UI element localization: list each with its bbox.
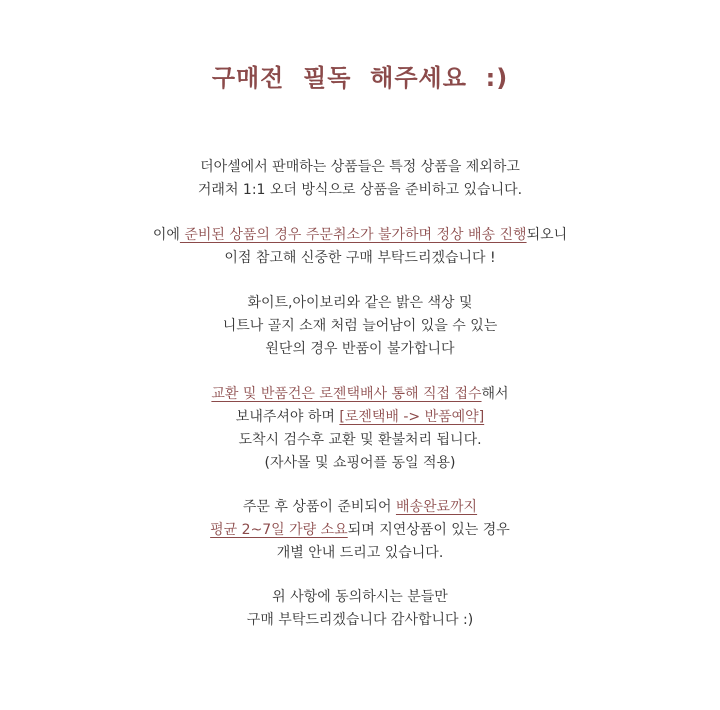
line-text: 보내주셔야 하며	[235, 409, 340, 425]
line-text: (자사몰 및 쇼핑어플 동일 적용)	[264, 455, 456, 471]
line-text-after: 해서	[481, 386, 509, 402]
line-text-after: 되며 지연상품이 있는 경우	[347, 522, 510, 538]
line-text: 도착시 검수후 교환 및 환불처리 됩니다.	[238, 432, 482, 448]
notice-line	[0, 430, 720, 450]
line-text: 거래처 1:1 오더 방식으로 상품을 준비하고 있습니다.	[197, 182, 523, 198]
notice-line	[0, 610, 720, 630]
notice-line	[0, 157, 720, 177]
notice-line	[0, 248, 720, 268]
notice-line	[0, 587, 720, 607]
line-text: 이점 참고해 신중한 구매 부탁드리겠습니다 !	[224, 250, 496, 266]
line-text: 주문 후 상품이 준비되어	[242, 499, 396, 515]
notice-line	[0, 293, 720, 313]
line-highlight: 준비된 상품의 경우 주문취소가 불가하며 정상 배송 진행	[179, 227, 527, 243]
page-title: 구매전 필독 해주세요 :)	[211, 64, 509, 92]
line-text: 위 사항에 동의하시는 분들만	[272, 589, 448, 605]
notice-line	[0, 339, 720, 359]
notice-line	[0, 543, 720, 563]
line-highlight: [로젠택배 -> 반품예약]	[339, 409, 485, 425]
notice-line	[0, 497, 720, 517]
notice-line	[0, 520, 720, 540]
line-highlight: 배송완료까지	[395, 499, 478, 515]
notice-line	[0, 180, 720, 200]
notice-line	[0, 316, 720, 336]
notice-line	[0, 407, 720, 427]
line-highlight: 평균 2~7일 가량 소요	[210, 522, 348, 538]
line-text: 구매 부탁드리겠습니다 감사합니다 :)	[246, 612, 474, 628]
line-text: 화이트,아이보리와 같은 밝은 색상 및	[247, 295, 473, 311]
line-text-after: 되오니	[526, 227, 568, 243]
notice-line	[0, 225, 720, 245]
line-text: 니트나 골지 소재 처럼 늘어남이 있을 수 있는	[222, 318, 498, 334]
line-text: 이에	[152, 227, 180, 243]
line-text: 원단의 경우 반품이 불가합니다	[265, 341, 455, 357]
notice-line	[0, 453, 720, 473]
line-highlight: 교환 및 반품건은 로젠택배사 통해 직접 접수	[211, 386, 482, 402]
line-text: 더아셀에서 판매하는 상품들은 특정 상품을 제외하고	[200, 159, 520, 175]
notice-line	[0, 384, 720, 404]
line-text: 개별 안내 드리고 있습니다.	[276, 545, 444, 561]
